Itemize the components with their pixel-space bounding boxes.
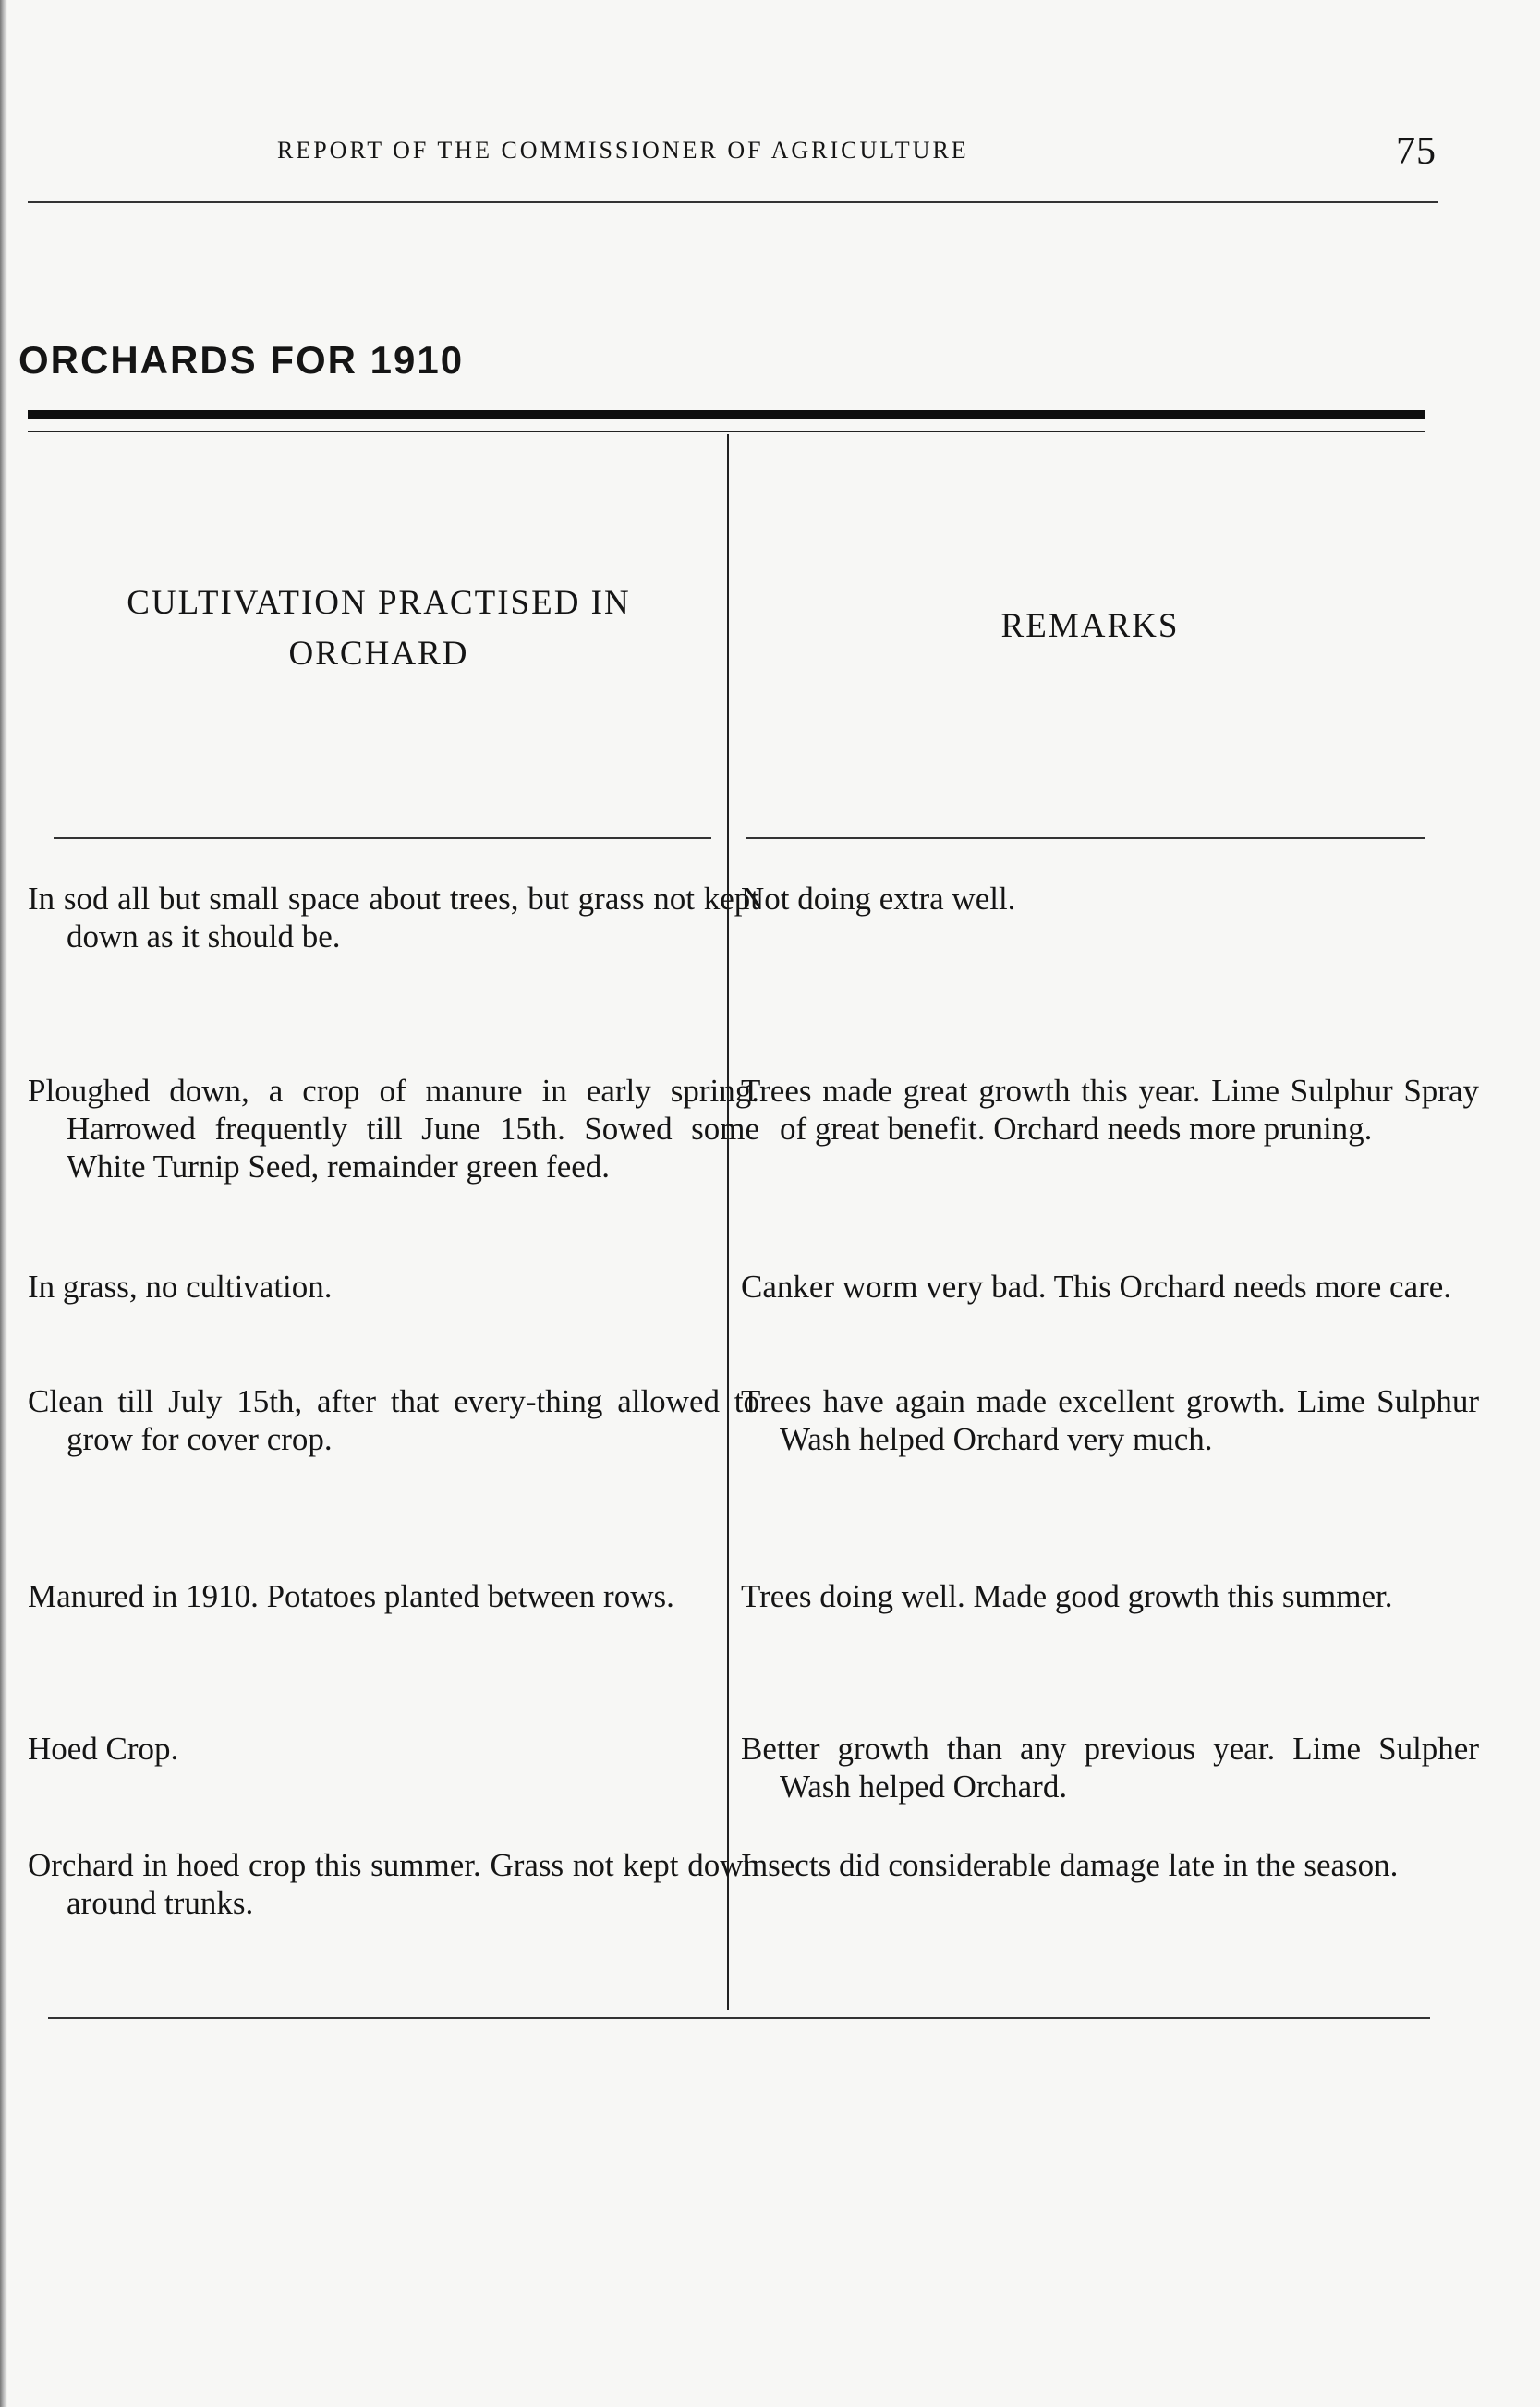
table-row-4-remarks: Trees have again made excellent growth. Lime Sulphur Wash helped Orchard very much. <box>741 1383 1479 1457</box>
page-edge-shadow <box>0 0 7 2407</box>
table-row-5-cultivation: Manured in 1910. Potatoes planted between rows. <box>28 1578 674 1614</box>
table-row-1-remarks: Not doing extra well. <box>741 881 1016 917</box>
column-divider <box>727 434 729 2010</box>
table-row-6-cultivation: Hoed Crop. <box>28 1731 179 1767</box>
table-row-5-remarks: Trees doing well. Made good growth this summer. <box>741 1578 1393 1614</box>
table-row-2-remarks: Trees made great growth this year. Lime Sulphur Spray of great benefit. Orchard needs more pruning. <box>741 1073 1479 1147</box>
table-row-2-cultivation: Ploughed down, a crop of manure in early spring. Harrowed frequently till June 15th. Sowed some White Turnip Seed, remainder green feed. <box>28 1073 759 1185</box>
column-header-cultivation-line2: ORCHARD <box>288 635 469 673</box>
table-top-rule <box>28 431 1425 432</box>
table-row-1-cultivation: In sod all but small space about trees, but grass not kept down as it should be. <box>28 881 759 954</box>
table-row-7-remarks: Insects did considerable damage late in the season. <box>741 1847 1399 1883</box>
header-underline-left <box>54 837 711 839</box>
header-rule <box>28 201 1438 203</box>
column-header-remarks: REMARKS <box>1000 607 1180 645</box>
table-row-4-cultivation: Clean till July 15th, after that every-thing allowed to grow for cover crop. <box>28 1383 759 1457</box>
page-number: 75 <box>1396 130 1437 173</box>
header-underline-right <box>746 837 1425 839</box>
column-header-cultivation-line1: CULTIVATION PRACTISED IN <box>127 584 631 622</box>
running-header: REPORT OF THE COMMISSIONER OF AGRICULTURE <box>277 137 969 164</box>
section-title: ORCHARDS FOR 1910 <box>18 338 465 382</box>
table-row-6-remarks: Better growth than any previous year. Lime Sulpher Wash helped Orchard. <box>741 1731 1479 1805</box>
heavy-rule <box>28 410 1425 419</box>
table-bottom-rule <box>48 2017 1430 2019</box>
table-row-3-remarks: Canker worm very bad. This Orchard needs more care. <box>741 1269 1452 1305</box>
table-row-3-cultivation: In grass, no cultivation. <box>28 1269 333 1305</box>
column-header-cultivation <box>37 577 721 679</box>
table-row-7-cultivation: Orchard in hoed crop this summer. Grass not kept down around trunks. <box>28 1847 759 1921</box>
